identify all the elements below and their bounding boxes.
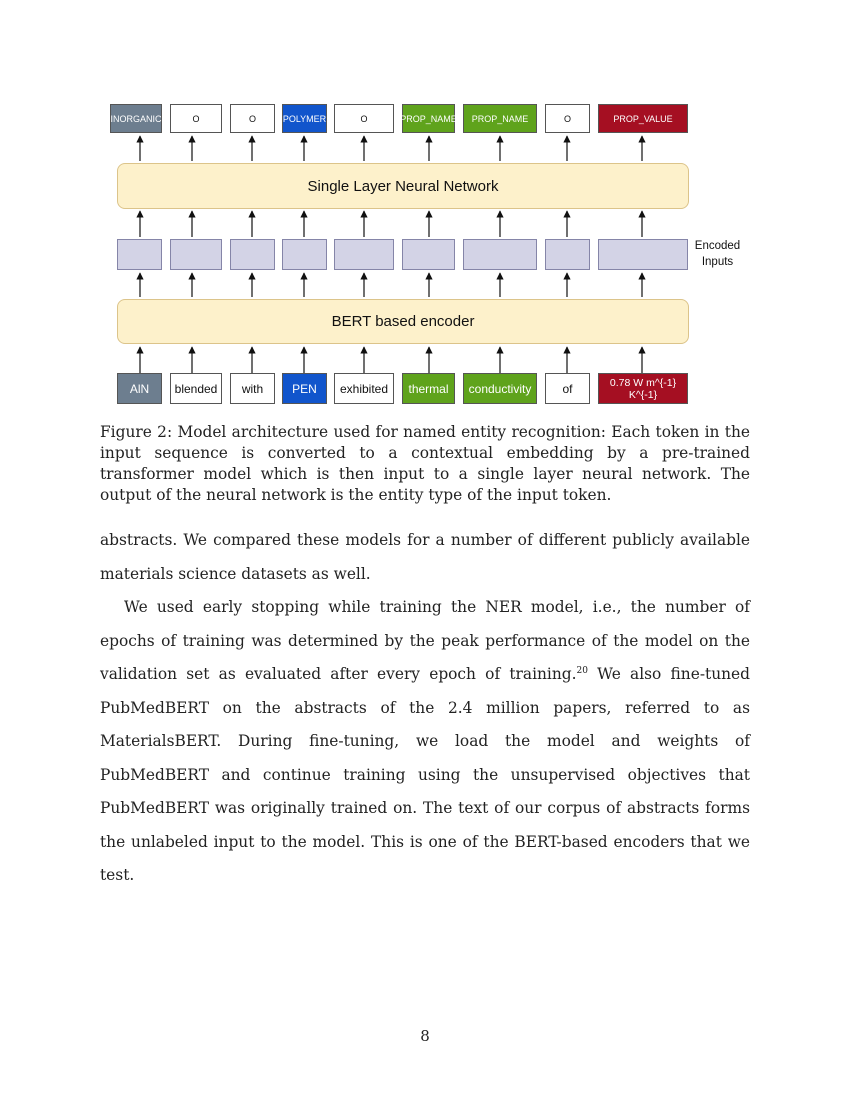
encoded-input (402, 239, 455, 270)
input-token (117, 373, 162, 404)
input-token-label: blended (174, 381, 218, 396)
input-token-label: PEN (292, 381, 317, 396)
output-tag-label: POLYMER (282, 113, 327, 124)
input-token (230, 373, 275, 404)
input-token (170, 373, 222, 404)
encoded-input (282, 239, 327, 270)
paragraph-text-continued: We also fine-tuned PubMedBERT on the abstracts of the 2.4 million papers, referred to as MaterialsBERT. During fine-tuning, we load the model and weights of PubMedBERT and continue training using the unsupervised objectives that PubMedBERT was originally trained on. The text of our corpus of abstracts forms the unlabeled input to the model. This is one of the BERT-based encoders that we test. (100, 665, 750, 884)
encoded-input (598, 239, 688, 270)
encoded-input (117, 239, 162, 270)
paragraph-text: We used early stopping while training the NER model, i.e., the number of epochs of training was determined by the peak performance of the model on the validation set as evaluated after every epoch of training. (100, 598, 750, 683)
output-tag (110, 104, 162, 133)
encoded-inputs-label-line1: Encoded (694, 240, 741, 252)
output-tag (282, 104, 327, 133)
input-token-label: with (241, 381, 264, 396)
output-tag-label: PROP_VALUE (613, 113, 673, 124)
input-token (545, 373, 590, 404)
input-token (402, 373, 455, 404)
input-token-label: thermal (408, 381, 449, 396)
encoded-input (334, 239, 394, 270)
output-tag (598, 104, 688, 133)
input-token-label: exhibited (339, 381, 389, 396)
input-token (334, 373, 394, 404)
input-token (282, 373, 327, 404)
output-tag-label: O (563, 113, 571, 124)
output-tag (463, 104, 537, 133)
output-tag (334, 104, 394, 133)
body-paragraph (100, 591, 750, 893)
figure-caption-text: Figure 2: Model architecture used for named entity recognition: Each token in the input sequence is converted to a contextual embedding by a pre-trained transformer model which is then input to a single layer neural network. The output of the neural network is the entity type of the input token. (100, 423, 750, 504)
encoded-inputs-label (690, 238, 745, 270)
input-token-label: AlN (129, 381, 150, 396)
citation-marker: 20 (576, 665, 588, 676)
page-number-text: 8 (420, 1027, 430, 1045)
output-tag (230, 104, 275, 133)
bert-encoder-label: BERT based encoder (331, 313, 475, 330)
output-tag-label: O (248, 113, 256, 124)
output-tag (545, 104, 590, 133)
bert-encoder (117, 299, 689, 344)
output-tag (170, 104, 222, 133)
output-tag-label: O (360, 113, 368, 124)
page-number (0, 1027, 850, 1045)
encoded-input (545, 239, 590, 270)
nn-layer (117, 163, 689, 209)
encoded-input (230, 239, 275, 270)
output-tag-label: O (192, 113, 200, 124)
nn-layer-label: Single Layer Neural Network (307, 177, 499, 195)
encoded-inputs-label-line2: Inputs (701, 256, 734, 268)
figure-caption (100, 422, 750, 506)
output-tag-label: INORGANIC (110, 113, 162, 124)
encoded-input (463, 239, 537, 270)
output-tag (402, 104, 455, 133)
arrows (0, 0, 850, 420)
output-tag-label: PROP_NAME (471, 113, 529, 124)
input-token (463, 373, 537, 404)
input-token-label: conductivity (468, 381, 532, 396)
input-token-label: of (562, 381, 573, 396)
paragraph-text: abstracts. We compared these models for a number of different publicly available materials science datasets as well. (100, 531, 750, 583)
body-paragraph (100, 524, 750, 591)
input-token (598, 373, 688, 404)
output-tag-label: PROP_NAME (400, 113, 457, 124)
input-token-label: 0.78 W m^{-1} K^{-1} (609, 376, 677, 401)
encoded-input (170, 239, 222, 270)
